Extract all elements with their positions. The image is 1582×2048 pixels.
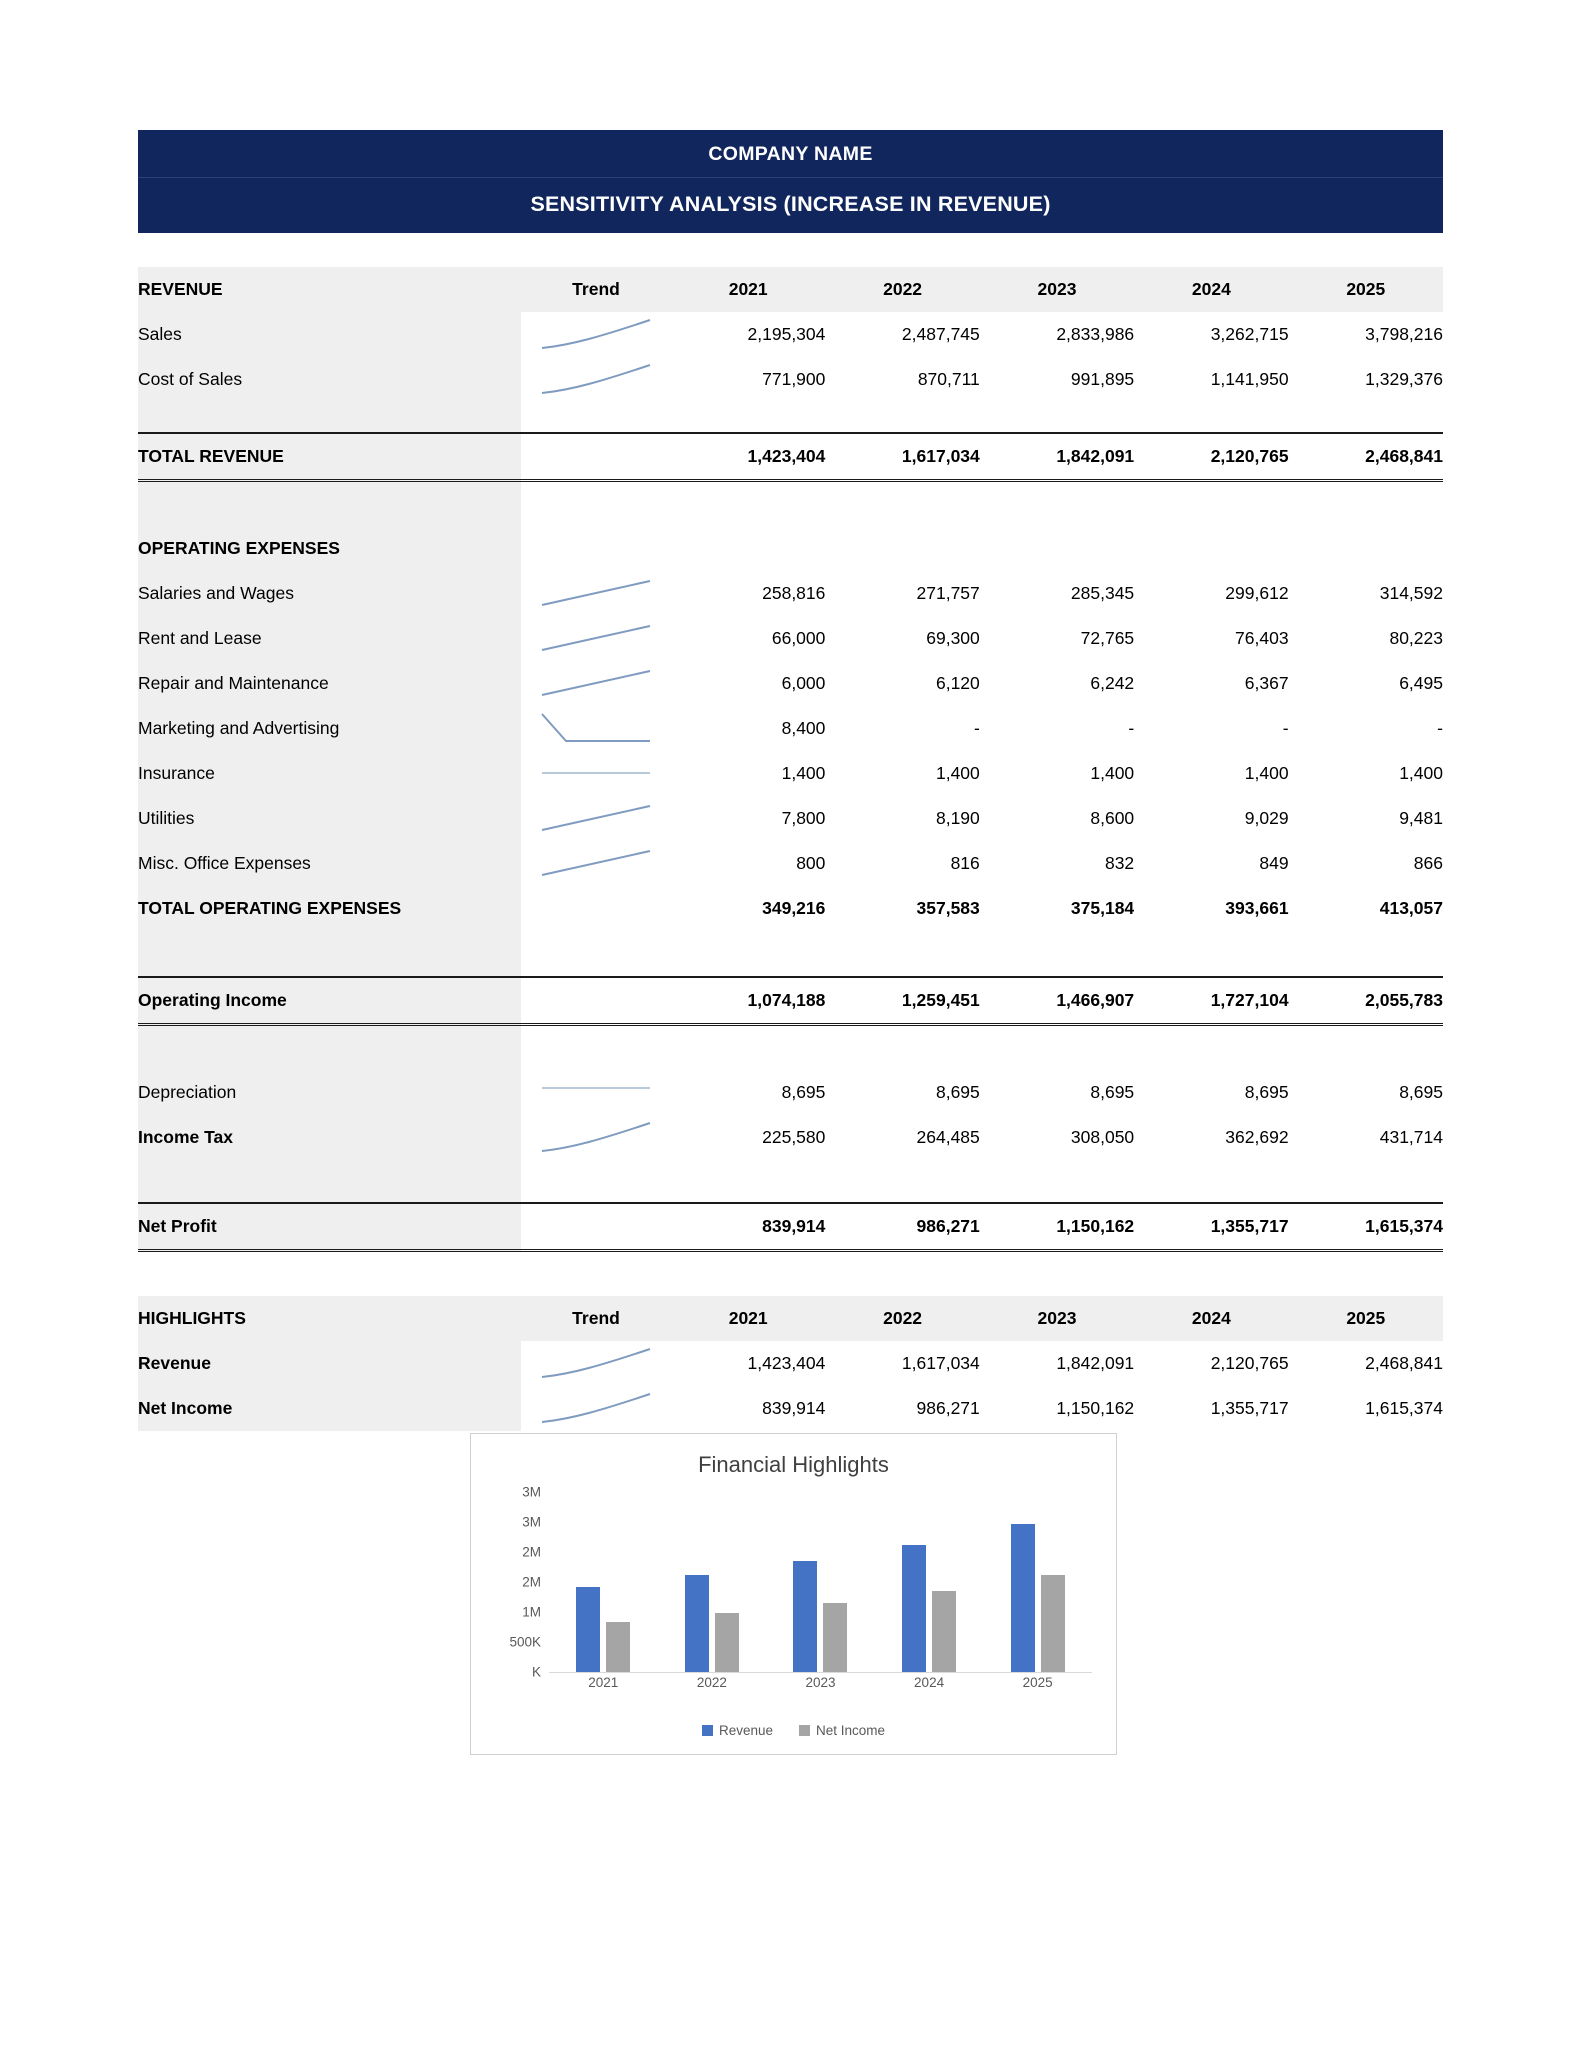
cell-utilities-2025: 9,481 [1399,808,1443,828]
cell-total-opex-2021: 349,216 [762,898,826,918]
cell-rent-2022: 69,300 [926,628,980,648]
chart-x-tick: 2022 [696,1675,727,1690]
cell-net-profit-2021: 839,914 [671,1203,825,1251]
cell-net-profit-2022: 986,271 [825,1203,979,1251]
table-row [138,1341,1443,1386]
chart-x-tick: 2023 [805,1675,836,1690]
row-label-depreciation: Depreciation [138,1070,521,1115]
income-statement-table [138,267,1443,1252]
spacer-cell [521,1160,1443,1203]
cell-misc-2023: 832 [1104,853,1135,873]
cell-utilities-2024: 9,029 [1244,808,1289,828]
spacer-row [138,402,1443,433]
spacer-cell [138,931,521,977]
chart-bar-revenue [902,1545,926,1672]
legend-swatch-icon [702,1725,713,1736]
chart-bar-net-income [823,1603,847,1672]
cell-highlights-net-income-2025: 1,615,374 [1365,1398,1443,1418]
sparkline-cost-of-sales [521,357,671,402]
sparkline-sales [521,312,671,357]
highlights-year-header-2023: 2023 [980,1296,1134,1341]
row-label-total-operating-expenses: TOTAL OPERATING EXPENSES [138,886,521,931]
cell-marketing-2021: 8,400 [781,718,826,738]
cell-sales-2024: 3,262,715 [1210,324,1289,344]
cell-rent-2024: 76,403 [1235,628,1289,648]
row-label-misc-office-expenses: Misc. Office Expenses [138,841,521,886]
cell-repair-2024: 6,367 [1244,673,1289,693]
chart-y-tick: 3M [522,1514,541,1530]
row-label-sales: Sales [138,312,521,357]
legend-label: Net Income [816,1723,886,1738]
cell-total-revenue-2023: 1,842,091 [980,433,1134,481]
cell-repair-2021: 6,000 [781,673,826,693]
row-label-operating-income: Operating Income [138,977,521,1025]
chart-y-tick: 2M [522,1544,541,1560]
cell-income-tax-2023: 308,050 [1070,1127,1135,1147]
cell-income-tax-2025: 431,714 [1379,1127,1443,1147]
cell-insurance-2024: 1,400 [1244,763,1289,783]
spacer-cell [138,402,521,433]
statement-subtitle: SENSITIVITY ANALYSIS (INCREASE IN REVENUE) [138,178,1443,233]
cell-insurance-2021: 1,400 [781,763,826,783]
chart-bar-net-income [932,1591,956,1672]
row-label-marketing-and-advertising: Marketing and Advertising [138,706,521,751]
cell-highlights-net-income-2023: 1,150,162 [1056,1398,1135,1418]
cell-operating-income-2023: 1,466,907 [980,977,1134,1025]
cell-total-opex-2024: 393,661 [1225,898,1289,918]
spacer-cell [521,1025,1443,1071]
year-header-2022: 2022 [825,267,979,312]
table-row [138,751,1443,796]
banner-gap [138,233,1443,267]
spacer-cell [521,977,671,1025]
cell-salaries-2022: 271,757 [916,583,980,603]
total-opex-row [138,886,1443,931]
row-label-rent-and-lease: Rent and Lease [138,616,521,661]
sparkline-depreciation [521,1070,671,1115]
sparkline-income-tax [521,1115,671,1160]
cell-operating-income-2021: 1,074,188 [671,977,825,1025]
spacer-cell [521,402,1443,433]
chart-bar-group [793,1492,847,1672]
cell-sales-2022: 2,487,745 [901,324,980,344]
cell-sales-2023: 2,833,986 [1056,324,1135,344]
financial-highlights-chart [470,1433,1117,1755]
highlights-header-row [138,1296,1443,1341]
cell-total-revenue-2022: 1,617,034 [825,433,979,481]
table-row [138,796,1443,841]
table-row [138,706,1443,751]
cell-rent-2025: 80,223 [1389,628,1443,648]
chart-y-tick: 1M [522,1604,541,1620]
cell-income-tax-2022: 264,485 [916,1127,980,1147]
cell-cos-2025: 1,329,376 [1365,369,1443,389]
opex-header-row [138,526,1443,571]
cell-net-profit-2024: 1,355,717 [1134,1203,1288,1251]
spacer-cell [138,1160,521,1203]
year-header-2023: 2023 [980,267,1134,312]
cell-total-opex-2023: 375,184 [1070,898,1135,918]
chart-bar-net-income [1041,1575,1065,1672]
spacer-row [138,481,1443,527]
chart-bar-revenue [576,1587,600,1672]
chart-y-tick: 3M [522,1484,541,1500]
cell-highlights-net-income-2024: 1,355,717 [1210,1398,1289,1418]
chart-bar-group [576,1492,630,1672]
highlights-trend-column-header: Trend [521,1296,671,1341]
cell-highlights-revenue-2023: 1,842,091 [1056,1353,1135,1373]
table-row [138,357,1443,402]
sparkline-rent-and-lease [521,616,671,661]
sparkline-highlights-revenue [521,1341,671,1386]
chart-title: Financial Highlights [698,1452,889,1477]
spacer-cell [138,481,521,527]
cell-total-opex-2025: 413,057 [1379,898,1443,918]
cell-utilities-2022: 8,190 [935,808,980,828]
row-label-highlights-revenue: Revenue [138,1341,521,1386]
table-row [138,841,1443,886]
row-label-highlights-net-income: Net Income [138,1386,521,1431]
spacer-cell [521,481,1443,527]
chart-bar-revenue [1011,1524,1035,1672]
cell-misc-2022: 816 [950,853,980,873]
cell-repair-2022: 6,120 [935,673,980,693]
table-row [138,571,1443,616]
chart-y-tick: K [531,1664,541,1680]
spacer-cell [521,526,1443,571]
company-name-title: COMPANY NAME [138,130,1443,178]
row-label-repair-and-maintenance: Repair and Maintenance [138,661,521,706]
cell-salaries-2025: 314,592 [1379,583,1443,603]
cell-income-tax-2021: 225,580 [762,1127,826,1147]
chart-y-axis-labels [481,1484,541,1680]
chart-bar-net-income [606,1622,630,1672]
cell-highlights-net-income-2022: 986,271 [916,1398,980,1418]
highlights-year-header-2022: 2022 [825,1296,979,1341]
cell-net-profit-2025: 1,615,374 [1289,1203,1443,1251]
cell-utilities-2023: 8,600 [1090,808,1135,828]
cell-highlights-revenue-2021: 1,423,404 [747,1353,826,1373]
row-label-total-revenue: TOTAL REVENUE [138,433,521,481]
chart-bar-groups [549,1492,1092,1672]
table-row [138,1070,1443,1115]
chart-x-tick: 2021 [588,1675,619,1690]
sparkline-marketing-and-advertising [521,706,671,751]
cell-highlights-revenue-2025: 2,468,841 [1365,1353,1443,1373]
chart-bar-net-income [715,1613,739,1672]
cell-cos-2021: 771,900 [762,369,826,389]
year-header-2025: 2025 [1289,267,1443,312]
sparkline-salaries-and-wages [521,571,671,616]
cell-rent-2023: 72,765 [1080,628,1135,648]
year-header-2021: 2021 [671,267,825,312]
cell-misc-2025: 866 [1413,853,1443,873]
cell-salaries-2024: 299,612 [1225,583,1289,603]
chart-x-tick: 2024 [914,1675,945,1690]
highlights-year-header-2025: 2025 [1289,1296,1443,1341]
cell-misc-2024: 849 [1259,853,1289,873]
cell-marketing-2025: - [1437,718,1443,738]
cell-operating-income-2022: 1,259,451 [825,977,979,1025]
total-revenue-row [138,433,1443,481]
sparkline-misc-office-expenses [521,841,671,886]
financial-statement-sheet [138,130,1443,1431]
cell-depreciation-2024: 8,695 [1244,1082,1289,1102]
table-row [138,661,1443,706]
cell-insurance-2025: 1,400 [1399,763,1443,783]
cell-marketing-2022: - [973,718,980,738]
cell-salaries-2023: 285,345 [1070,583,1135,603]
cell-marketing-2023: - [1128,718,1135,738]
cell-misc-2021: 800 [796,853,826,873]
cell-highlights-revenue-2022: 1,617,034 [901,1353,980,1373]
cell-total-revenue-2025: 2,468,841 [1289,433,1443,481]
revenue-header-row [138,267,1443,312]
cell-cos-2023: 991,895 [1070,369,1135,389]
cell-highlights-net-income-2021: 839,914 [762,1398,826,1418]
net-profit-row [138,1203,1443,1251]
cell-depreciation-2021: 8,695 [781,1082,826,1102]
cell-depreciation-2025: 8,695 [1399,1082,1443,1102]
spacer-cell [521,931,1443,977]
cell-repair-2025: 6,495 [1399,673,1443,693]
chart-bar-group [902,1492,956,1672]
cell-net-profit-2023: 1,150,162 [980,1203,1134,1251]
chart-plot-area [549,1492,1092,1673]
spacer-row [138,1160,1443,1203]
row-label-utilities: Utilities [138,796,521,841]
spacer-row [138,931,1443,977]
table-row [138,1115,1443,1160]
chart-bar-group [685,1492,739,1672]
chart-y-tick: 500K [509,1634,541,1650]
cell-sales-2025: 3,798,216 [1365,324,1443,344]
spacer-cell [521,433,671,481]
highlights-year-header-2024: 2024 [1134,1296,1288,1341]
sparkline-insurance [521,751,671,796]
spacer-cell [521,886,671,931]
table-row [138,1386,1443,1431]
cell-sales-2021: 2,195,304 [747,324,826,344]
chart-legend-item [799,1723,885,1738]
row-label-net-profit: Net Profit [138,1203,521,1251]
cell-highlights-revenue-2024: 2,120,765 [1210,1353,1289,1373]
cell-insurance-2022: 1,400 [935,763,980,783]
table-row [138,312,1443,357]
chart-legend [471,1723,1116,1738]
trend-column-header: Trend [521,267,671,312]
spacer-cell [521,1203,671,1251]
chart-legend-item [702,1723,773,1738]
cell-total-revenue-2021: 1,423,404 [671,433,825,481]
chart-bar-revenue [685,1575,709,1672]
revenue-section-label: REVENUE [138,267,521,312]
row-label-insurance: Insurance [138,751,521,796]
section-gap [138,1252,1443,1296]
sparkline-highlights-net-income [521,1386,671,1431]
chart-bar-group [1011,1492,1065,1672]
cell-depreciation-2022: 8,695 [935,1082,980,1102]
cell-repair-2023: 6,242 [1090,673,1135,693]
sparkline-utilities [521,796,671,841]
spacer-row [138,1025,1443,1071]
row-label-salaries-and-wages: Salaries and Wages [138,571,521,616]
cell-total-revenue-2024: 2,120,765 [1134,433,1288,481]
chart-plot [471,1484,1100,1690]
cell-depreciation-2023: 8,695 [1090,1082,1135,1102]
cell-income-tax-2024: 362,692 [1225,1127,1289,1147]
legend-label: Revenue [718,1723,773,1738]
cell-salaries-2021: 258,816 [762,583,826,603]
cell-marketing-2024: - [1282,718,1289,738]
legend-swatch-icon [799,1725,810,1736]
row-label-income-tax: Income Tax [138,1115,521,1160]
cell-cos-2024: 1,141,950 [1210,369,1289,389]
chart-x-tick: 2025 [1022,1675,1053,1690]
chart-x-axis-labels [549,1675,1092,1690]
title-banner [138,130,1443,233]
operating-income-row [138,977,1443,1025]
spacer-cell [138,1025,521,1071]
highlights-year-header-2021: 2021 [671,1296,825,1341]
chart-bar-revenue [793,1561,817,1672]
sparkline-repair-and-maintenance [521,661,671,706]
cell-operating-income-2025: 2,055,783 [1289,977,1443,1025]
cell-operating-income-2024: 1,727,104 [1134,977,1288,1025]
cell-rent-2021: 66,000 [771,628,826,648]
cell-cos-2022: 870,711 [917,369,980,389]
row-label-cost-of-sales: Cost of Sales [138,357,521,402]
chart-y-tick: 2M [522,1574,541,1590]
highlights-section-label: HIGHLIGHTS [138,1296,521,1341]
cell-utilities-2021: 7,800 [781,808,826,828]
cell-insurance-2023: 1,400 [1090,763,1135,783]
highlights-table [138,1296,1443,1431]
opex-section-label: OPERATING EXPENSES [138,526,521,571]
table-row [138,616,1443,661]
cell-total-opex-2022: 357,583 [916,898,980,918]
year-header-2024: 2024 [1134,267,1288,312]
